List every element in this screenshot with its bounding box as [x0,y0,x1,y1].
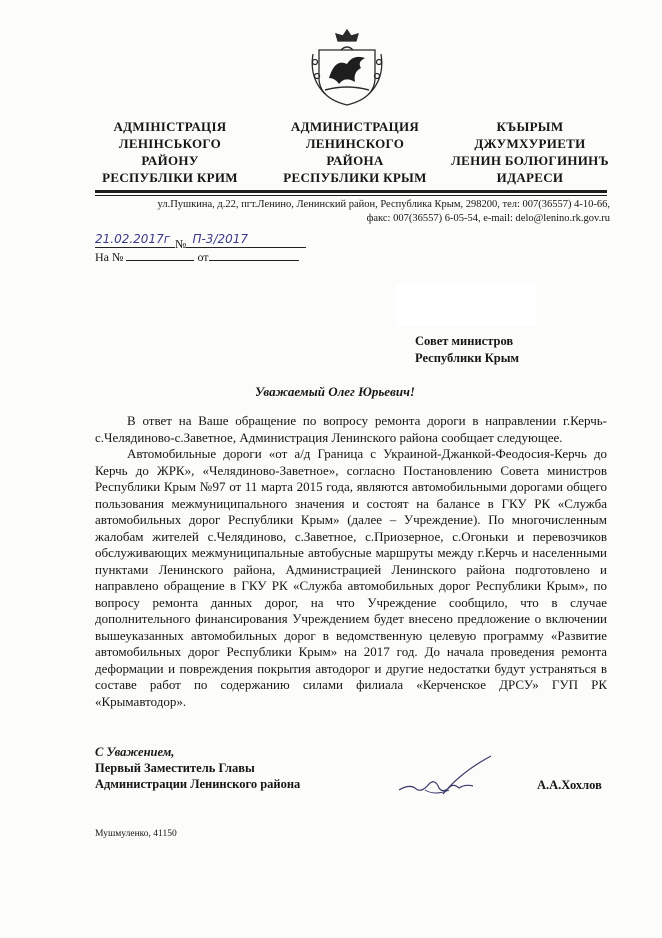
reply-date-field [209,249,299,261]
position-line: Первый Заместитель Главы [95,761,255,775]
number-field [186,232,306,248]
from-label: от [197,250,209,264]
header-line: КЪЫРЫМ [496,119,564,134]
recipient [415,333,519,367]
header-line: ИДАРЕСИ [496,170,564,185]
header-line: РЕСПУБЛІКИ КРИМ [102,170,238,185]
header-line: РЕСПУБЛИКИ КРЫМ [283,170,427,185]
recipient-line: Республики Крым [415,351,519,365]
header-line: РАЙОНУ [141,153,199,168]
signer-name: А.А.Хохлов [537,778,602,792]
header-line: ЛЕНИНСКОГО [305,136,405,151]
header-line: ДЖУМХУРИЕТИ [474,136,586,151]
number-label: № [175,237,187,251]
body-paragraph: В ответ на Ваше обращение по вопросу ремонта дороги в направлении г.Керчь-с.Челядиново-с.Заветное, Администрация Ленинского района сообщает следующее. [95,413,607,445]
header-line: АДМІНІСТРАЦІЯ [113,119,227,134]
reply-line [95,249,299,264]
header-line: ЛЕНІНСЬКОГО [118,136,222,151]
header-divider [95,190,607,193]
reply-label: На № [95,250,124,264]
address-line: ул.Пушкина, д.22, пгт.Ленино, Ленинский район, Республика Крым, 298200, тел: 007(36557) 4-10-66, [157,199,610,210]
address-block [158,198,610,226]
header-ukrainian [95,118,245,186]
crimea-coat-of-arms-icon [311,28,383,108]
position-line: Администрации Ленинского района [95,777,301,791]
letter-body [95,413,607,710]
address-line: факс: 007(36557) 6-05-54, e-mail: delo@lenino.rk.gov.ru [366,213,610,224]
redacted-area [396,284,536,326]
date-field [95,232,175,248]
header-crimean-tatar [450,118,610,186]
closing: С Уважением, [95,745,175,759]
header-line: ЛЕНИН БОЛЮГИНИНЪ [451,153,609,168]
signature-block [95,744,300,792]
reply-number-field [126,249,194,261]
greeting: Уважаемый Олег Юрьевич! [255,384,415,399]
executor-note: Мушмуленко, 41150 [95,829,177,839]
header-line: АДМИНИСТРАЦИЯ [290,119,420,134]
recipient-line: Совет министров [415,334,514,348]
handwritten-signature [395,754,505,804]
header-russian [280,118,430,186]
number-handwritten: П-3/2017 [192,232,249,246]
header-line: РАЙОНА [326,153,384,168]
body-paragraph: Автомобильные дороги «от а/д Граница с Украиной-Джанкой-Феодосия-Керчь до Керчь до ЖРК», «Челядиново-Заветное», согласно Постановлению Совета министров Республики Крым №97 от 11 марта 2015 года, являются автомобильными дорогами общего пользования межмуниципального значения и состоят на балансе в ГКУ РК «Служба автомобильных дорог Республики Крым» (далее – Учреждение). По многочисленным жалобам жителей с.Челядиново, с.Заветное, с.Приозерное, с.Огоньки и перевозчиков обслуживающих межмуниципальные автобусные маршруты между г.Керчь и населенными пунктами Ленинского района, Администрацией Ленинского района подготовлено и направлено обращение в ГКУ РК «Служба автомобильных дорог Республики Крым», по вопросу ремонта данных дорог, на что Учреждение сообщило, что в случае дополнительного финансирования Учреждением будет внесено предложение о включении вышеуказанных автомобильных дорог в ведомственную целевую программу «Развитие автомобильных дорог Республики Крым» на 2017 год. До начала проведения ремонта деформации и повреждения покрытия автодорог и другие недостатки будут устраняться в составе работ по содержанию силами филиала «Керченское ДРСУ» ГУП РК «Крымавтодор». [95,446,607,709]
date-handwritten: 21.02.2017г [95,232,171,246]
header-divider-thin [95,195,607,196]
